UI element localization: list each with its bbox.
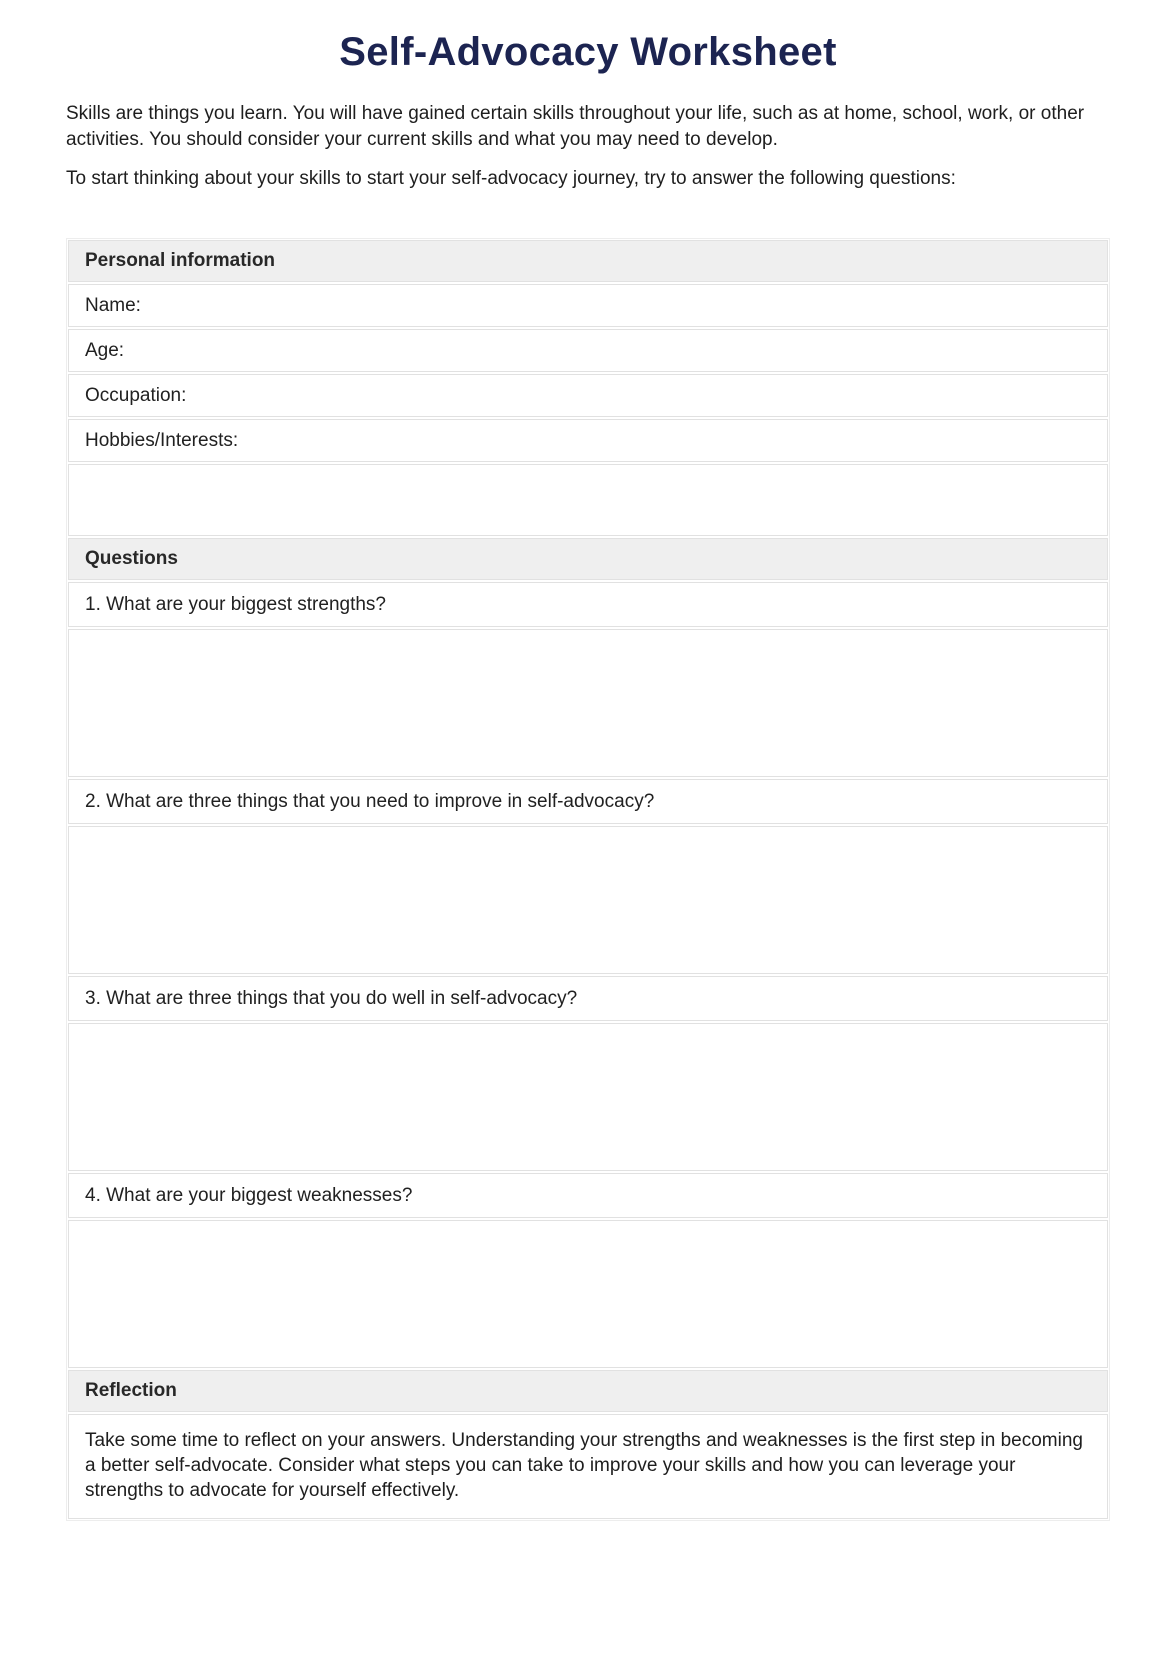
field-label-name: Name: bbox=[85, 294, 141, 316]
field-row-occupation[interactable] bbox=[68, 374, 1108, 417]
question-row-2 bbox=[68, 779, 1108, 824]
question-row-1 bbox=[68, 582, 1108, 627]
question-row-4 bbox=[68, 1173, 1108, 1218]
question-label-4: 4. What are your biggest weaknesses? bbox=[85, 1184, 413, 1206]
personal-info-blank-cell[interactable] bbox=[68, 464, 1108, 536]
worksheet-page bbox=[0, 30, 1176, 1521]
answer-area-3[interactable] bbox=[68, 1023, 1108, 1171]
answer-area-1[interactable] bbox=[68, 629, 1108, 777]
section-header-label: Personal information bbox=[85, 250, 276, 271]
field-row-age[interactable] bbox=[68, 329, 1108, 372]
question-label-2: 2. What are three things that you need to improve in self-advocacy? bbox=[85, 790, 655, 812]
worksheet-table bbox=[66, 238, 1110, 1521]
field-label-occupation: Occupation: bbox=[85, 384, 187, 406]
field-row-hobbies-interests[interactable] bbox=[68, 419, 1108, 462]
section-header-label: Questions bbox=[85, 548, 178, 569]
answer-area-2[interactable] bbox=[68, 826, 1108, 974]
reflection-text: Take some time to reflect on your answers. Understanding your strengths and weaknesses is the first step in becoming a better self-advocate. Consider what steps you can take to improve your skills and how you can leverage your strengths to advocate for yourself effectively. bbox=[85, 1430, 1083, 1501]
field-row-name[interactable] bbox=[68, 284, 1108, 327]
section-header-label: Reflection bbox=[85, 1380, 177, 1401]
answer-area-4[interactable] bbox=[68, 1220, 1108, 1368]
section-header-questions bbox=[68, 538, 1108, 580]
reflection-text-cell bbox=[68, 1414, 1108, 1519]
intro-paragraph-1: Skills are things you learn. You will have gained certain skills throughout your life, such as at home, school, work, or other activities. You should consider your current skills and what you may need to develop. bbox=[66, 103, 1085, 150]
question-label-3: 3. What are three things that you do well in self-advocacy? bbox=[85, 987, 578, 1009]
question-row-3 bbox=[68, 976, 1108, 1021]
page-title: Self-Advocacy Worksheet bbox=[339, 30, 837, 74]
field-label-age: Age: bbox=[85, 339, 125, 361]
section-header-reflection bbox=[68, 1370, 1108, 1412]
question-label-1: 1. What are your biggest strengths? bbox=[85, 593, 386, 615]
field-label-hobbies-interests: Hobbies/Interests: bbox=[85, 429, 239, 451]
intro-paragraph-2: To start thinking about your skills to start your self-advocacy journey, try to answer the following questions: bbox=[66, 168, 956, 189]
section-header-personal-information bbox=[68, 240, 1108, 282]
